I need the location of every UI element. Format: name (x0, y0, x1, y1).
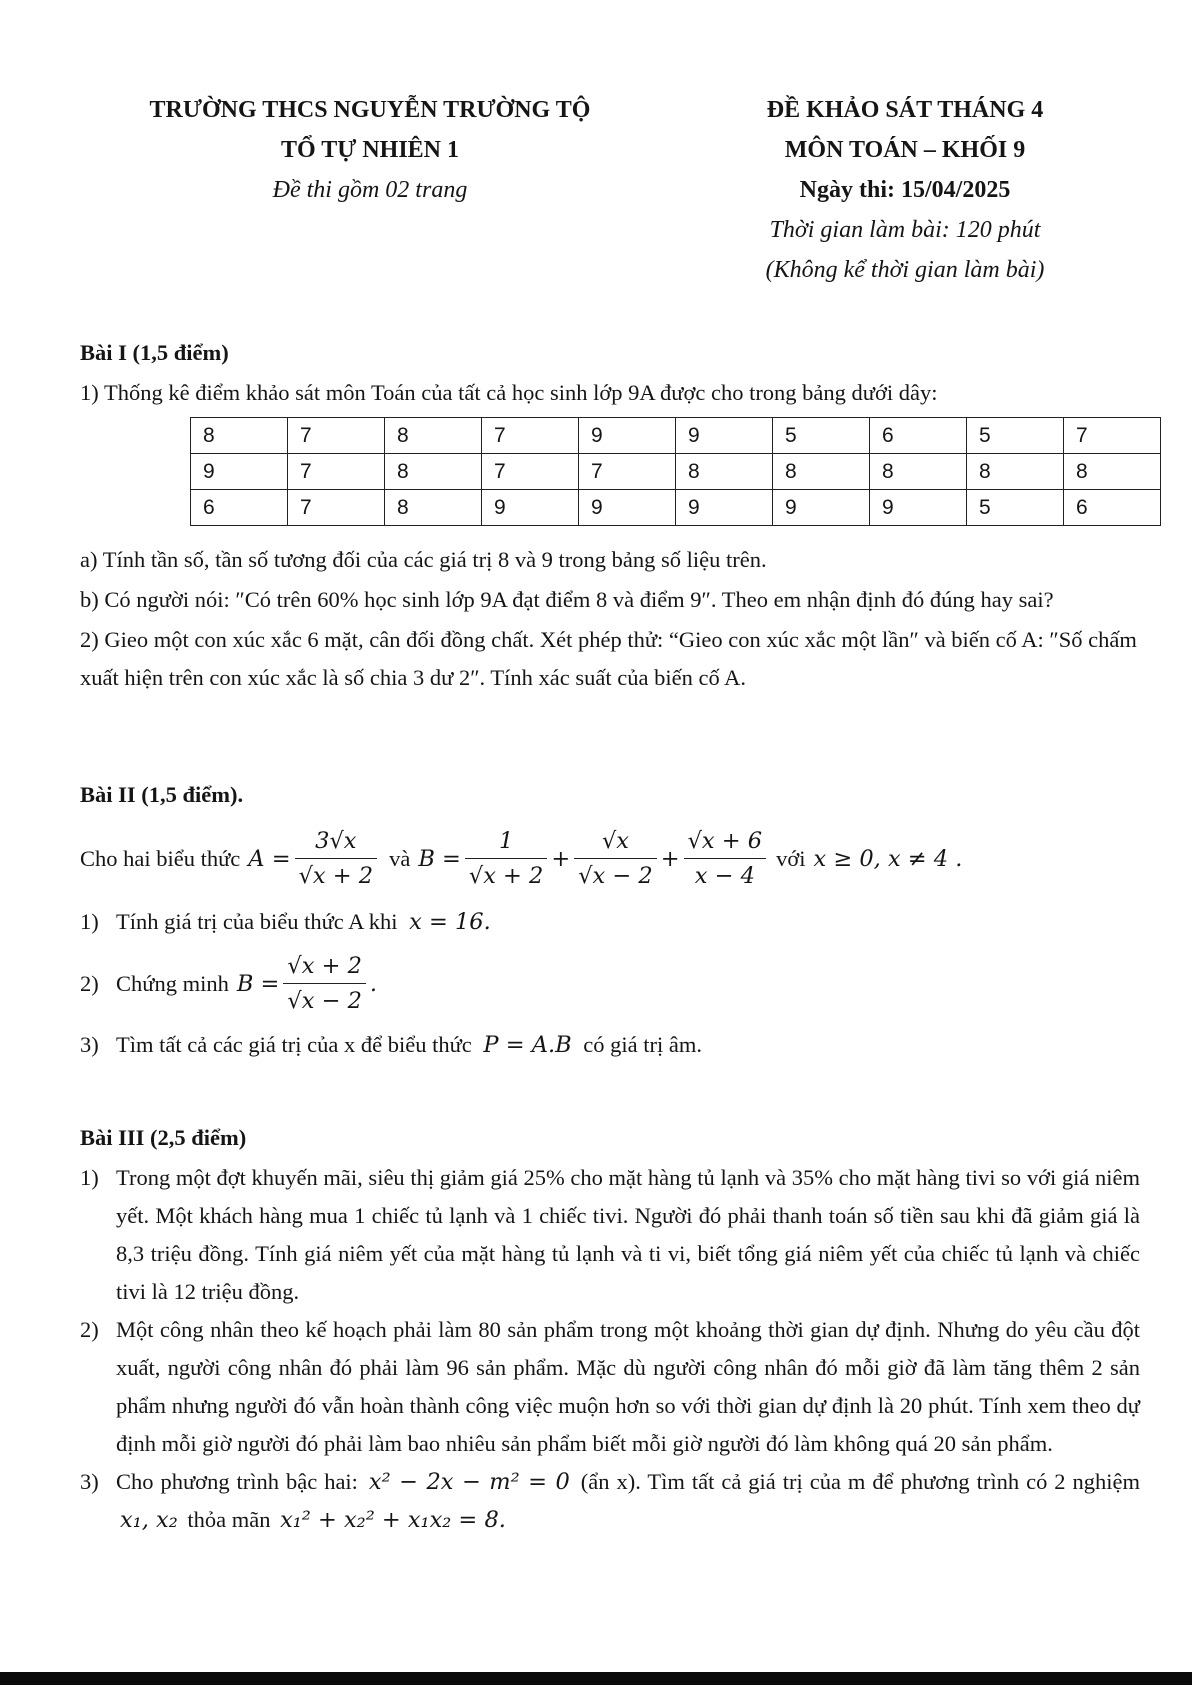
a-lhs: A = (248, 845, 291, 872)
condition: x ≥ 0, x ≠ 4 . (813, 845, 963, 872)
bai2-intro: Cho hai biểu thức (80, 845, 241, 871)
group-name: TỔ TỰ NHIÊN 1 (280, 137, 460, 163)
table-row (191, 490, 1161, 526)
header-right (690, 90, 1120, 290)
table-cell: 9 (676, 490, 773, 526)
school-name: TRƯỜNG THCS NGUYỄN TRƯỜNG TỘ (149, 97, 591, 123)
page-bottom-edge (0, 1672, 1192, 1685)
b-term1: $\frac{1}{√x + 2}$ (465, 824, 548, 893)
bai1-qa: a) Tính tần số, tần số tương đối của các giá trị 8 và 9 trong bảng số liệu trên. (80, 547, 767, 572)
exam-date: Ngày thi: 15/04/2025 (799, 177, 1011, 203)
roots: x₁, x₂ (120, 1507, 178, 1533)
bai2-title: Bài II (1,5 điểm). (80, 782, 244, 807)
table-cell: 8 (1064, 454, 1161, 490)
bai3-q3: 3) Cho phương trình bậc hai: x² − 2x − m² = 0 (ẩn x). Tìm tất cả giá trị của m để phương trình có 2 nghiệm x₁, x₂ thỏa mãn x₁² + x₂² + x₁x₂ = 8. (80, 1469, 1140, 1533)
table-cell: 9 (482, 490, 579, 526)
table-cell: 6 (191, 490, 288, 526)
table-cell: 7 (288, 418, 385, 454)
table-cell: 8 (385, 418, 482, 454)
table-cell: 8 (967, 454, 1064, 490)
table-cell: 9 (773, 490, 870, 526)
bai2-q2-text: Chứng minh (116, 970, 229, 996)
bai2-expressions: Cho hai biểu thức A = $\frac{3√x}{√x + 2}$ và B = $\frac{1}{√x + 2}$ + $\frac{√x}{√x - 2}$ + $\frac{√x + 6}{x - 4}$ với x ≥ 0, x ≠ 4 . (80, 824, 1140, 893)
table-cell: 8 (773, 454, 870, 490)
quadratic-equation: x² − 2x − m² = 0 (368, 1469, 570, 1495)
subject: MÔN TOÁN – KHỐI 9 (784, 137, 1026, 163)
table-cell: 9 (870, 490, 967, 526)
table-cell: 8 (870, 454, 967, 490)
bai3-title: Bài III (2,5 điểm) (80, 1125, 247, 1150)
exam-title: ĐỀ KHẢO SÁT THÁNG 4 (766, 97, 1044, 123)
bai3-q2: 2) Một công nhân theo kế hoạch phải làm 80 sản phẩm trong một khoảng thời gian dự định. Nhưng do yêu cầu đột xuất, người công nhân đó phải làm 96 sản phẩm. Mặc dù người công nhân đó mỗi giờ đã làm tăng thêm 2 sản phẩm nhưng người đó vẫn hoàn thành công việc muộn hơn so với thời gian dự định là 20 phút. Tính xem theo dự định mỗi giờ người đó phải làm bao nhiêu sản phẩm biết mỗi giờ người đó làm không quá 20 sản phẩm. (80, 1317, 1140, 1456)
table-cell: 9 (676, 418, 773, 454)
bai1-title: Bài I (1,5 điểm) (80, 340, 229, 365)
bai3-section (80, 1119, 1140, 1539)
table-row (191, 454, 1161, 490)
bai2-q1-text: Tính giá trị của biểu thức A khi (116, 909, 398, 934)
bai2-q3: 3) Tìm tất cả các giá trị của x để biểu thức P = A.B có giá trị âm. (80, 1032, 702, 1058)
cond-word: với (776, 845, 806, 871)
bai2-q2: 2) Chứng minh B = $\frac{√x + 2}{√x - 2}$ . (80, 949, 1140, 1018)
table-cell: 7 (482, 454, 579, 490)
table-cell: 5 (773, 418, 870, 454)
table-cell: 7 (579, 454, 676, 490)
table-cell: 8 (676, 454, 773, 490)
table-cell: 9 (579, 490, 676, 526)
and-word: và (389, 845, 411, 871)
table-cell: 5 (967, 418, 1064, 454)
bai3-q1: 1) Trong một đợt khuyến mãi, siêu thị giảm giá 25% cho mặt hàng tủ lạnh và 35% cho mặt hàng tivi so với giá niêm yết. Một khách hàng mua 1 chiếc tủ lạnh và 1 chiếc tivi. Người đó phải thanh toán số tiền sau khi đã giảm giá là 8,3 triệu đồng. Tính giá niêm yết của mặt hàng tủ lạnh và ti vi, biết tổng giá niêm yết của chiếc tủ lạnh và chiếc tivi là 12 triệu đồng. (80, 1165, 1140, 1304)
bai1-q1-intro: 1) Thống kê điểm khảo sát môn Toán của tất cả học sinh lớp 9A được cho trong bảng dưới dây: (80, 380, 938, 405)
b-lhs: B = (418, 845, 461, 872)
b-term2: $\frac{√x}{√x - 2}$ (574, 824, 657, 893)
table-cell: 7 (1064, 418, 1161, 454)
pages-note: Đề thi gồm 02 trang (272, 177, 468, 203)
score-table (190, 417, 1161, 526)
table-cell: 7 (288, 490, 385, 526)
table-cell: 5 (967, 490, 1064, 526)
bai1-questions (80, 541, 1140, 697)
table-cell: 8 (385, 490, 482, 526)
b-simplified-fraction: $\frac{√x + 2}{√x - 2}$ (283, 949, 366, 1018)
table-cell: 6 (870, 418, 967, 454)
bai2-q1-math: x = 16. (409, 909, 491, 935)
b-term3: $\frac{√x + 6}{x - 4}$ (684, 824, 767, 893)
a-fraction: $\frac{3√x}{√x + 2}$ (295, 824, 378, 893)
table-cell: 8 (191, 418, 288, 454)
duration: Thời gian làm bài: 120 phút (769, 217, 1041, 243)
root-condition: x₁² + x₂² + x₁x₂ = 8. (280, 1507, 506, 1533)
table-cell: 9 (191, 454, 288, 490)
table-cell: 9 (579, 418, 676, 454)
bai2-section (80, 776, 1140, 1064)
bai1-q2: 2) Gieo một con xúc xắc 6 mặt, cân đối đồng chất. Xét phép thử: “Gieo con xúc xắc một lần″ và biến cố A: ″Số chấm xuất hiện trên con xúc xắc là số chia 3 dư 2″. Tính xác suất của biến cố A. (80, 627, 1137, 690)
table-cell: 6 (1064, 490, 1161, 526)
duration-note: (Không kể thời gian làm bài) (765, 257, 1045, 283)
table-cell: 8 (385, 454, 482, 490)
bai2-q1: 1) Tính giá trị của biểu thức A khi x = 16. (80, 909, 491, 935)
header-left (90, 90, 650, 210)
table-cell: 7 (288, 454, 385, 490)
table-row (191, 418, 1161, 454)
table-cell: 7 (482, 418, 579, 454)
bai1-section (80, 334, 1140, 412)
bai1-qb: b) Có người nói: ″Có trên 60% học sinh lớp 9A đạt điểm 8 và điểm 9″. Theo em nhận định đó đúng hay sai? (80, 587, 1054, 612)
